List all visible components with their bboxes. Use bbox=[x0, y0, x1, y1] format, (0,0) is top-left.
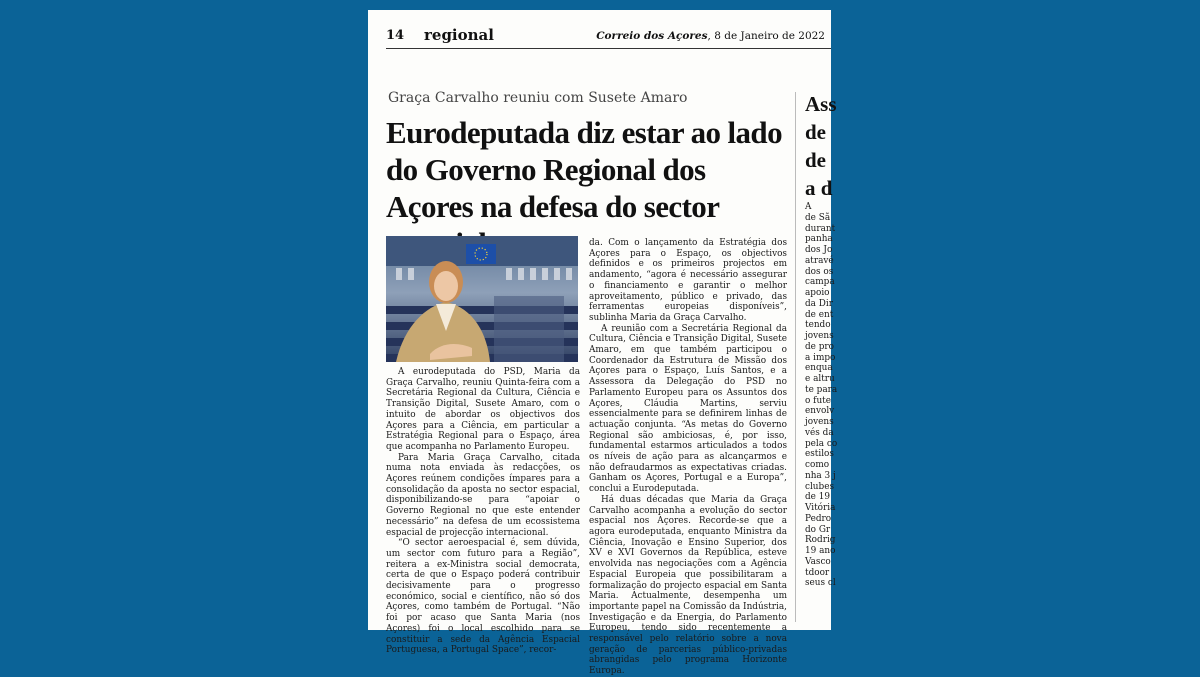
side-text-line: de ent bbox=[805, 309, 834, 320]
masthead: Correio dos Açores, 8 de Janeiro de 2022 bbox=[596, 30, 825, 42]
side-text-line: Vitória bbox=[805, 503, 836, 513]
issue-date: 8 de Janeiro de 2022 bbox=[714, 30, 825, 42]
side-text-line: de Sã bbox=[805, 212, 831, 223]
portrait-photo bbox=[386, 236, 578, 362]
side-text-line: envolv bbox=[805, 406, 835, 417]
article-headline: Eurodeputada diz estar ao lado do Governo Regional dos Açores na defesa do sector bbox=[386, 115, 782, 224]
newspaper-name: Correio dos Açores bbox=[596, 30, 708, 42]
headline-fragment: de bbox=[805, 148, 826, 172]
side-article-headline bbox=[805, 90, 865, 202]
side-text-line: panha bbox=[805, 234, 833, 245]
page-header bbox=[386, 24, 831, 49]
side-text-line: do Gr bbox=[805, 524, 831, 535]
side-text-line: de 19 bbox=[805, 492, 831, 503]
newspaper-page bbox=[368, 10, 838, 677]
headline-fragment: a d bbox=[805, 176, 833, 200]
side-text-line: dos os bbox=[805, 266, 834, 277]
side-text-line: apoio bbox=[805, 288, 830, 298]
side-text-line: Rodrig bbox=[805, 535, 836, 546]
column-divider bbox=[795, 92, 796, 622]
paragraph: da. Com o lançamento da Estratégia dos Açores para o Espaço, os objectivos definidos e os primeiros projectos em andamento, “agora é necessário assegurar o financiamento e garantir o melhor aproveitamento, público e privado, das ferramentas europeias disponíveis”, sublinha Maria da Graça Carvalho. bbox=[589, 238, 787, 323]
side-text-line: como bbox=[805, 460, 830, 470]
side-text-line: Pedro bbox=[805, 513, 832, 524]
side-text-line: tdoor bbox=[805, 567, 830, 578]
side-text-line: o fute bbox=[805, 395, 831, 406]
side-text-line: seus cl bbox=[805, 578, 836, 589]
side-text-line: jovens bbox=[805, 331, 834, 341]
side-text-line: durant bbox=[805, 223, 836, 234]
side-text-line: 19 ano bbox=[805, 546, 836, 556]
side-text-line: e altru bbox=[805, 374, 835, 384]
side-text-line: jovens bbox=[805, 417, 834, 427]
side-text-line: A bbox=[805, 202, 812, 212]
headline-fragment: Ass bbox=[805, 92, 837, 116]
side-text-line: de pro bbox=[805, 341, 835, 352]
headline-fragment: de bbox=[805, 120, 826, 144]
side-text-line: tendo bbox=[805, 320, 831, 331]
side-text-line: pela co bbox=[805, 438, 838, 449]
article-column-1 bbox=[386, 367, 580, 656]
side-text-line: a impo bbox=[805, 352, 836, 363]
side-text-line: dos Jo bbox=[805, 245, 833, 255]
article-column-2 bbox=[589, 238, 787, 677]
paragraph: “O sector aeroespacial é, sem dúvida, um sector com futuro para a Região”, reitera a ex-Ministra social democrata, certa de que o Espaço poderá contribuir decisivamente para o progresso económico, social e científico, não só dos Açores, como também de Portugal. “Não foi por acaso que Santa Maria (nos Açores) foi o local escolhido para se constituir a sede da Agência Espacial Portuguesa, a Portugal Space”, recor- bbox=[386, 538, 580, 656]
article-kicker: Graça Carvalho reuniu com Susete Amaro bbox=[388, 90, 688, 106]
paragraph: Há duas décadas que Maria da Graça Carvalho acompanha a evolução do sector espacial nos Açores. Recorde-se que a agora eurodeputada, enquanto Ministra da Ciência, Inovação e Ensino Superior, dos XV e XVI Governos da República, esteve envolvida nas negociações com a Agência Espacial Europeia que possibilitaram a formalização do projecto espacial em Santa Maria. Actualmente, desempenha um importante papel na Comissão da Indústria, Investigação e da Energia, do Parlamento Europeu, tendo sido recentemente a responsável pelo relatório sobre a nova geração de parcerias público-privadas abrangidas pelo programa Horizonte Europa. bbox=[589, 494, 787, 677]
side-text-line: te para bbox=[805, 384, 838, 395]
paragraph: Para Maria Graça Carvalho, citada numa nota enviada às redacções, os Açores reúnem condições ímpares para a consolidação da aposta no sector espacial, disponibilizando-se para “apoiar o Governo Regional no que este entender necessário” na defesa de um ecossistema espacial de projecção internacional. bbox=[386, 452, 580, 538]
side-text-line: vés da bbox=[805, 427, 834, 438]
side-text-line: clubes bbox=[805, 481, 835, 492]
section-label: regional bbox=[424, 26, 494, 44]
side-text-line: Vasco bbox=[805, 556, 831, 567]
side-text-line: atravé bbox=[805, 255, 834, 266]
paragraph: A eurodeputada do PSD, Maria da Graça Carvalho, reuniu Quinta-feira com a Secretária Regional da Cultura, Ciência e Transição Digital, Susete Amaro, com o intuito de abordar os objectivos dos Açores para a Ciência, em particular a Estratégia Regional para o Espaço, área que acompanha no Parlamento Europeu. bbox=[386, 367, 580, 452]
side-article-text bbox=[805, 202, 865, 589]
side-text-line: enqua bbox=[805, 363, 833, 374]
article-photo bbox=[386, 236, 578, 362]
page-number: 14 bbox=[386, 28, 405, 43]
side-text-line: nha 3 j bbox=[805, 470, 836, 481]
paragraph: A reunião com a Secretária Regional da Cultura, Ciência e Transição Digital, Susete Amaro, em que também participou o Coordenador da Estrutura de Missão dos Açores para o Espaço, Luís Santos, e a Assessora da Delegação do PSD no Parlamento Europeu para os Assuntos dos Açores, Cláudia Martins, serviu essencialmente para se definirem linhas de actuação conjunta. “As metas do Governo Regional são ambiciosas, é, por isso, fundamental estarmos articulados a todos os níveis de ação para as alcançarmos e não defraudarmos as expectativas criadas. Ganham os Açores, Portugal e a Europa”, conclui a Eurodeputada. bbox=[589, 323, 787, 495]
side-text-line: estilos bbox=[805, 449, 834, 460]
side-text-line: da Dir bbox=[805, 298, 833, 309]
side-text-line: campa bbox=[805, 277, 835, 288]
